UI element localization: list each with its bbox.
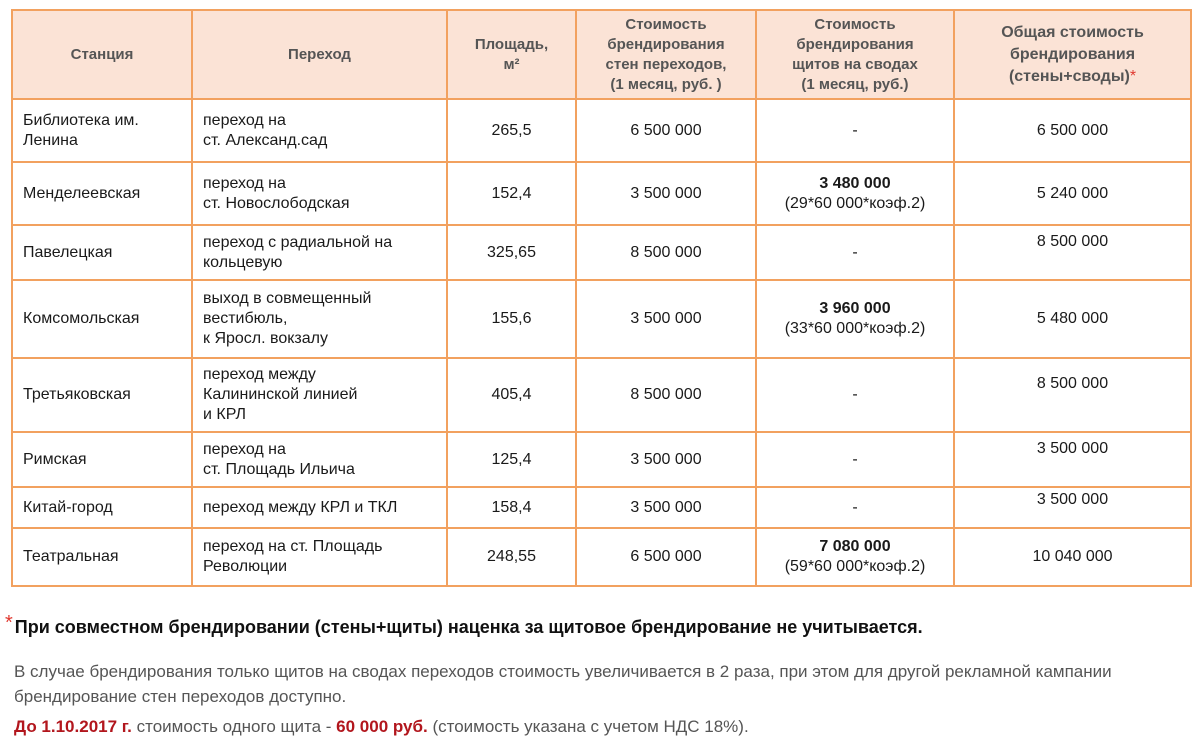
vaults-cost-cell: - bbox=[756, 358, 954, 432]
total-cost-cell: 10 040 000 bbox=[954, 528, 1191, 586]
vaults-cost-cell: - bbox=[756, 487, 954, 528]
header-area: Площадь, м² bbox=[447, 10, 576, 99]
header-row bbox=[12, 10, 1191, 99]
vaults-cost-cell: - bbox=[756, 99, 954, 162]
area-cell: 158,4 bbox=[447, 487, 576, 528]
station-cell: Библиотека им. Ленина bbox=[12, 99, 192, 162]
table-row bbox=[12, 487, 1191, 528]
header-vaults-cost: Стоимость брендирования щитов на сводах (1 месяц, руб.) bbox=[756, 10, 954, 99]
table-row bbox=[12, 432, 1191, 487]
total-cost-cell: 8 500 000 bbox=[954, 225, 1191, 280]
station-cell: Римская bbox=[12, 432, 192, 487]
station-cell: Китай-город bbox=[12, 487, 192, 528]
total-cost-cell: 5 240 000 bbox=[954, 162, 1191, 225]
walls-cost-cell: 8 500 000 bbox=[576, 358, 756, 432]
transfer-cell: переход с радиальной на кольцевую bbox=[192, 225, 447, 280]
footnote-star: * bbox=[1129, 67, 1137, 85]
transfer-cell: переход на ст. Новослободская bbox=[192, 162, 447, 225]
transfer-cell: переход на ст. Александ.сад bbox=[192, 99, 447, 162]
header-total-cost: Общая стоимость брендирования (стены+своды)* bbox=[954, 10, 1191, 99]
walls-cost-cell: 3 500 000 bbox=[576, 487, 756, 528]
pricing-table bbox=[11, 9, 1192, 587]
area-cell: 248,55 bbox=[447, 528, 576, 586]
walls-cost-cell: 6 500 000 bbox=[576, 99, 756, 162]
table-row bbox=[12, 99, 1191, 162]
total-cost-cell: 6 500 000 bbox=[954, 99, 1191, 162]
area-cell: 405,4 bbox=[447, 358, 576, 432]
footnote-vaults-only: В случае брендирования только щитов на сводах переходов стоимость увеличивается в 2 раза, при этом для другой рекламной кампании брендирование стен переходов доступно. bbox=[14, 662, 1112, 706]
area-cell: 265,5 bbox=[447, 99, 576, 162]
area-cell: 325,65 bbox=[447, 225, 576, 280]
station-cell: Менделеевская bbox=[12, 162, 192, 225]
total-cost-cell: 5 480 000 bbox=[954, 280, 1191, 358]
walls-cost-cell: 6 500 000 bbox=[576, 528, 756, 586]
table-row bbox=[12, 162, 1191, 225]
table-row bbox=[12, 358, 1191, 432]
footnote-price: До 1.10.2017 г. стоимость одного щита - 60 000 руб. (стоимость указана с учетом НДС 18%). bbox=[14, 717, 749, 736]
transfer-cell: выход в совмещенный вестибюль, к Яросл. вокзалу bbox=[192, 280, 447, 358]
vaults-cost-cell: - bbox=[756, 225, 954, 280]
total-cost-cell: 3 500 000 bbox=[954, 432, 1191, 487]
vaults-cost-cell: 3 960 000 (33*60 000*коэф.2) bbox=[756, 280, 954, 358]
area-cell: 125,4 bbox=[447, 432, 576, 487]
station-cell: Павелецкая bbox=[12, 225, 192, 280]
walls-cost-cell: 8 500 000 bbox=[576, 225, 756, 280]
station-cell: Театральная bbox=[12, 528, 192, 586]
walls-cost-cell: 3 500 000 bbox=[576, 432, 756, 487]
walls-cost-cell: 3 500 000 bbox=[576, 280, 756, 358]
footnote-main: * При совместном брендировании (стены+щиты) наценка за щитовое брендирование не учитывается. bbox=[5, 612, 923, 637]
vaults-cost-cell: - bbox=[756, 432, 954, 487]
transfer-cell: переход на ст. Площадь Ильича bbox=[192, 432, 447, 487]
walls-cost-cell: 3 500 000 bbox=[576, 162, 756, 225]
vaults-cost-cell: 3 480 000 (29*60 000*коэф.2) bbox=[756, 162, 954, 225]
header-walls-cost: Стоимость брендирования стен переходов, (1 месяц, руб. ) bbox=[576, 10, 756, 99]
table-row bbox=[12, 528, 1191, 586]
transfer-cell: переход на ст. Площадь Революции bbox=[192, 528, 447, 586]
header-station: Станция bbox=[12, 10, 192, 99]
header-transfer: Переход bbox=[192, 10, 447, 99]
total-cost-cell: 3 500 000 bbox=[954, 487, 1191, 528]
transfer-cell: переход между КРЛ и ТКЛ bbox=[192, 487, 447, 528]
station-cell: Комсомольская bbox=[12, 280, 192, 358]
transfer-cell: переход между Калининской линией и КРЛ bbox=[192, 358, 447, 432]
station-cell: Третьяковская bbox=[12, 358, 192, 432]
area-cell: 155,6 bbox=[447, 280, 576, 358]
table-row bbox=[12, 225, 1191, 280]
total-cost-cell: 8 500 000 bbox=[954, 358, 1191, 432]
area-cell: 152,4 bbox=[447, 162, 576, 225]
vaults-cost-cell: 7 080 000 (59*60 000*коэф.2) bbox=[756, 528, 954, 586]
table-row bbox=[12, 280, 1191, 358]
